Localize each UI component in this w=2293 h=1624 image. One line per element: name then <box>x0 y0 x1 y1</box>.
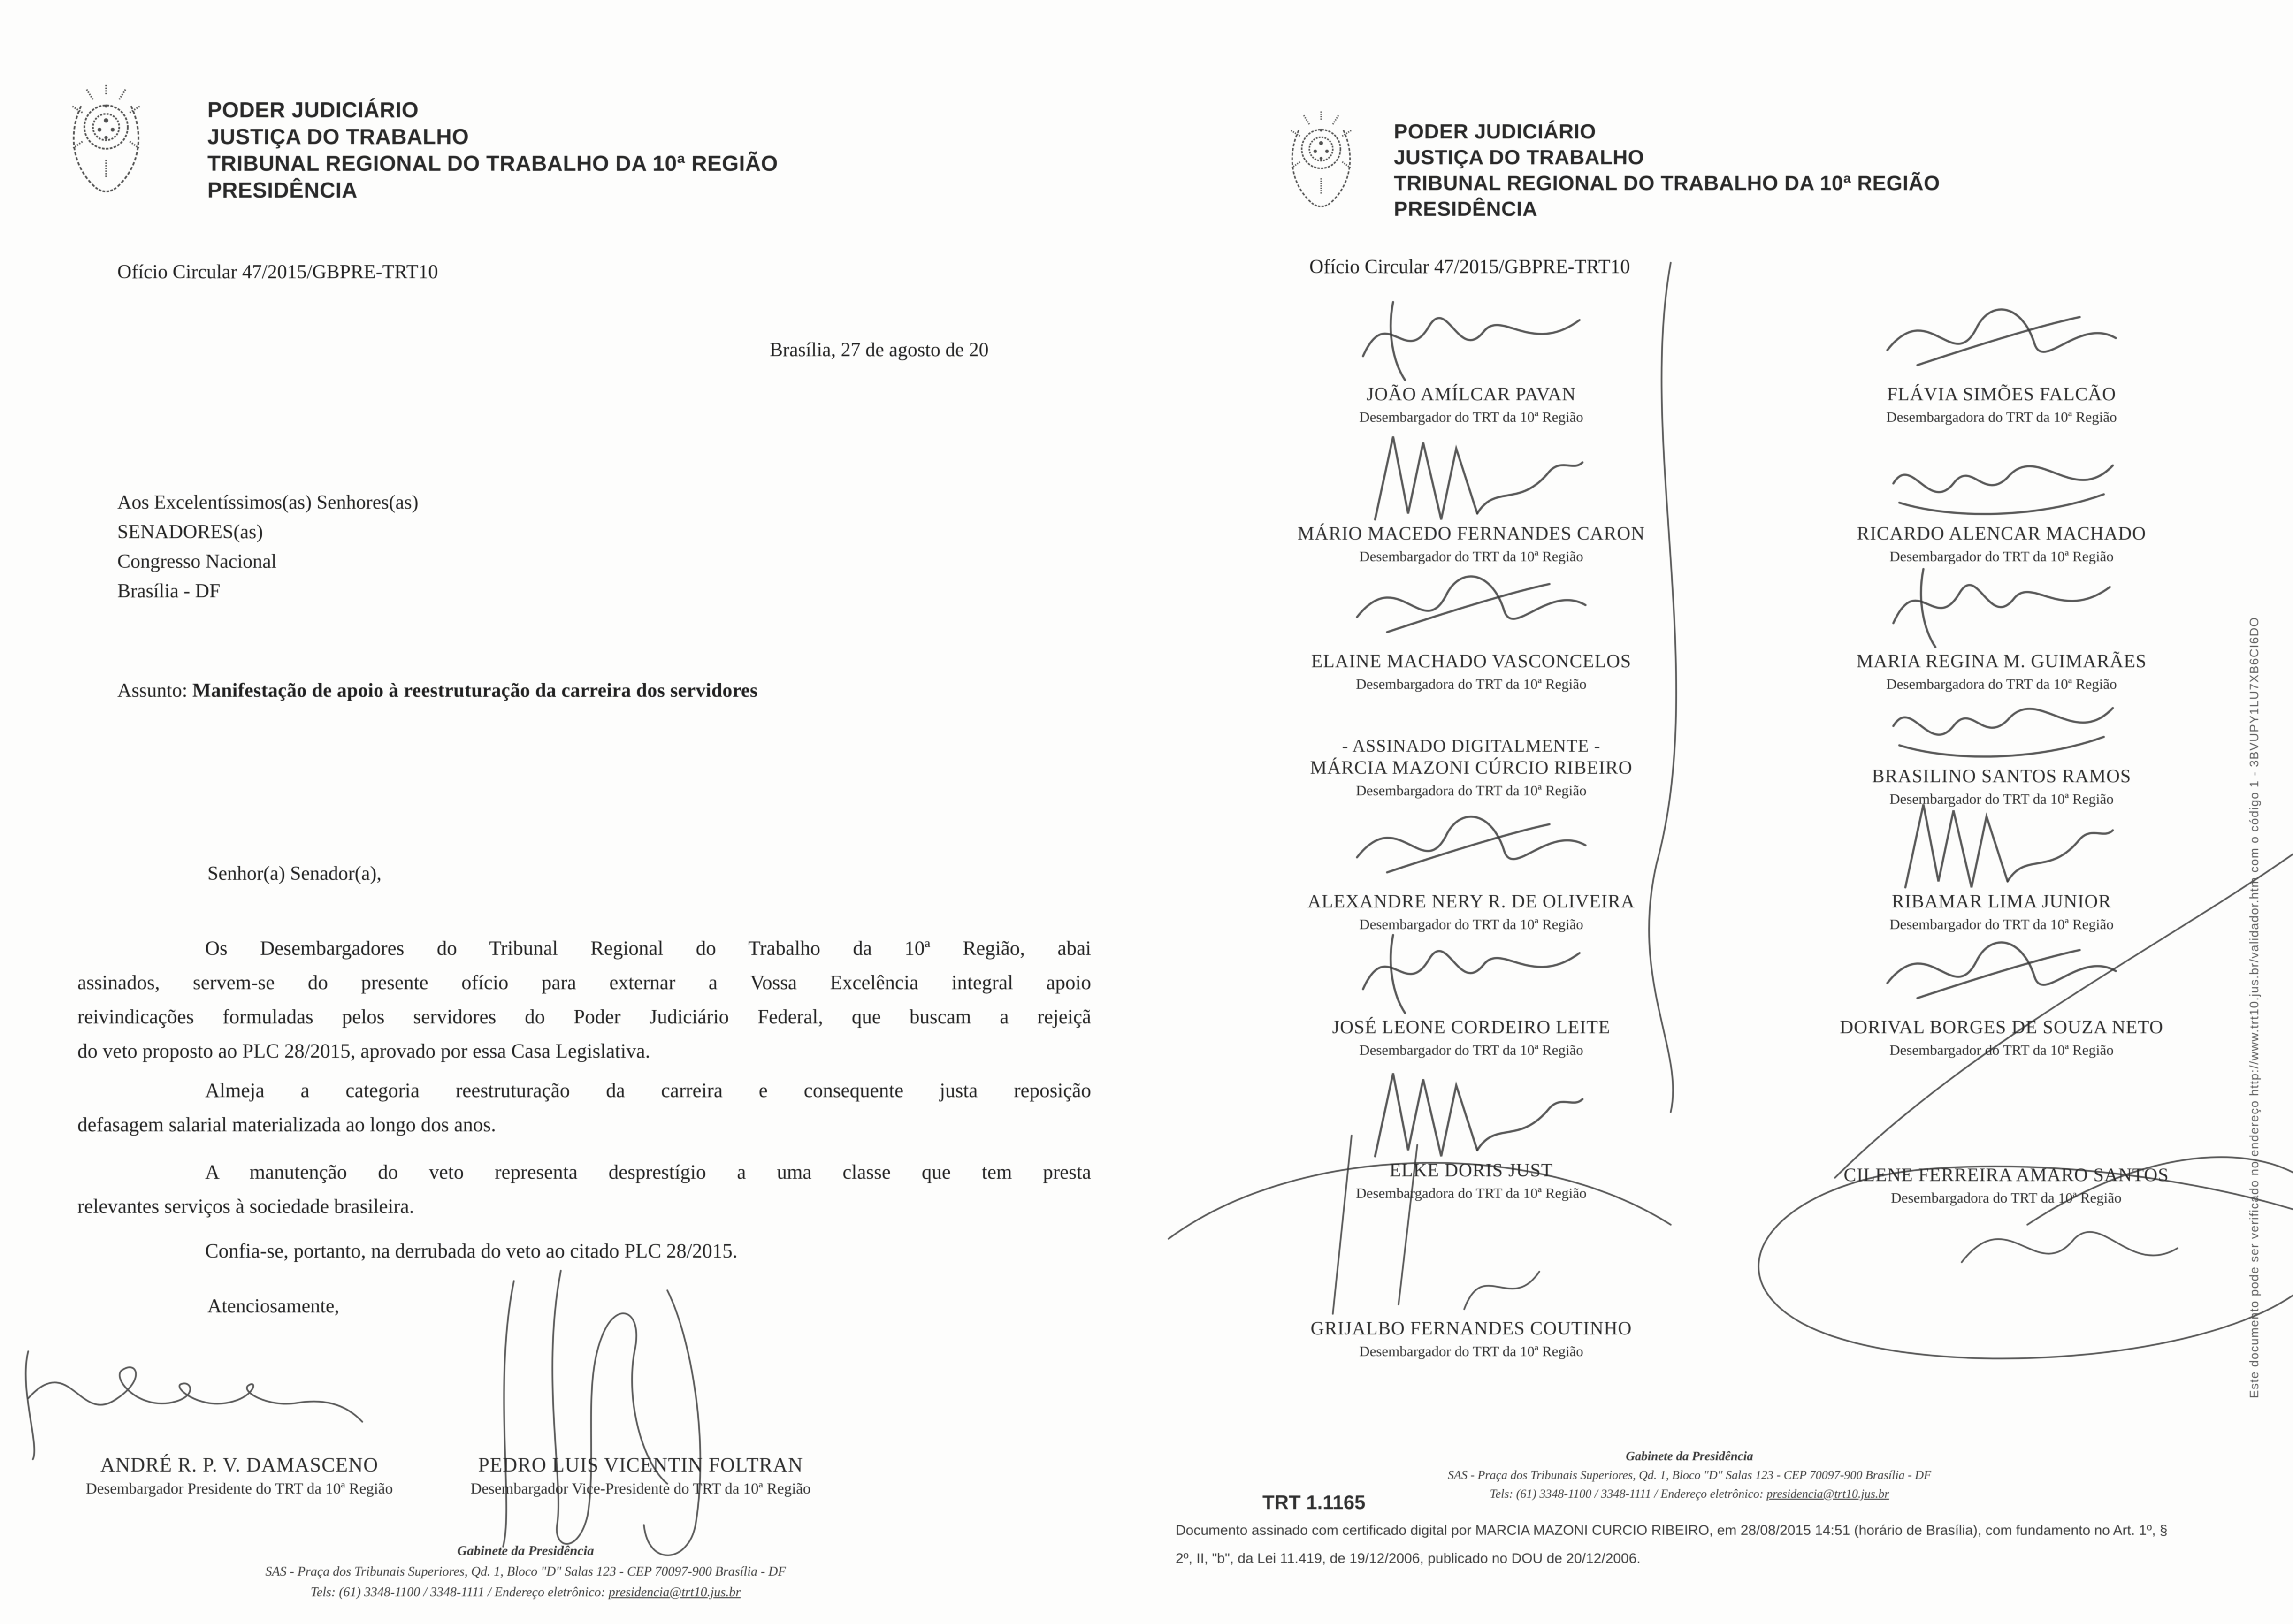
body-line: reivindicações formuladas pelos servidores do Poder Judiciário Federal, que buscam a rejeiçã <box>77 1006 1091 1028</box>
signature-scribble <box>446 1262 784 1572</box>
signer-title: Desembargador Vice-Presidente do TRT da 10ª Região <box>470 1480 811 1497</box>
reference-number: Ofício Circular 47/2015/GBPRE-TRT10 <box>1309 256 1630 278</box>
footer-office: Gabinete da Presidência <box>1626 1449 1753 1463</box>
salutation: Senhor(a) Senador(a), <box>207 863 382 884</box>
signer-title: Desembargadora do TRT da 10ª Região <box>1356 782 1587 799</box>
signer-block <box>1814 1016 2189 1059</box>
org-line: PODER JUDICIÁRIO <box>1394 120 1596 143</box>
footer-email: presidencia@trt10.jus.br <box>1766 1487 1889 1501</box>
footer-address: SAS - Praça dos Tribunais Superiores, Qd. 1, Bloco "D" Salas 123 - CEP 70097-900 Brasília - DF <box>265 1564 786 1579</box>
body-line: do veto proposto ao PLC 28/2015, aprovado por essa Casa Legislativa. <box>77 1040 650 1062</box>
certificate-line: 2º, II, "b", da Lei 11.419, de 19/12/2006, publicado no DOU de 20/12/2006. <box>1176 1551 1641 1566</box>
addressee-line: SENADORES(as) <box>117 521 263 543</box>
signer-block <box>1284 1159 1659 1202</box>
signature-scribble <box>1340 1066 1603 1162</box>
signer-name: FLÁVIA SIMÕES FALCÃO <box>1887 383 2117 404</box>
signer-name: JOSÉ LEONE CORDEIRO LEITE <box>1332 1016 1611 1037</box>
org-name-block <box>1394 106 1940 222</box>
addressee-block <box>117 488 419 606</box>
signer-title: Desembargadora do TRT da 10ª Região <box>1891 1189 2122 1206</box>
signer-title: Desembargador do TRT da 10ª Região <box>1889 791 2114 807</box>
signer-block <box>1284 650 1659 693</box>
signer-name: ANDRÉ R. P. V. DAMASCENO <box>100 1454 379 1476</box>
subject-label: Assunto: <box>117 680 188 701</box>
signature-scribble <box>1680 1060 2293 1389</box>
footer-tels: Tels: (61) 3348-1100 / 3348-1111 / Endereço eletrônico: <box>310 1585 609 1600</box>
signer-name: ELAINE MACHADO VASCONCELOS <box>1311 650 1632 671</box>
signer-title: Desembargadora do TRT da 10ª Região <box>1356 1185 1587 1201</box>
org-line: JUSTIÇA DO TRABALHO <box>207 124 469 149</box>
signer-name: BRASILINO SANTOS RAMOS <box>1872 765 2132 786</box>
addressee-line: Congresso Nacional <box>117 551 277 572</box>
signer-name: CILENE FERREIRA AMARO SANTOS <box>1843 1164 2169 1185</box>
body-line: relevantes serviços à sociedade brasileira. <box>77 1196 414 1218</box>
signer-name: MÁRIO MACEDO FERNANDES CARON <box>1297 523 1645 544</box>
signer-block <box>1814 383 2189 426</box>
paragraph <box>77 1074 1091 1142</box>
signer-title: Desembargadora do TRT da 10ª Região <box>1886 409 2117 425</box>
signature-scribble <box>1870 429 2133 526</box>
org-name-block <box>207 80 778 204</box>
signer-name: DORIVAL BORGES DE SOUZA NETO <box>1840 1016 2163 1037</box>
page-2 <box>1126 0 2293 1624</box>
signer-title: Desembargador do TRT da 10ª Região <box>1889 1042 2114 1058</box>
footer-address: SAS - Praça dos Tribunais Superiores, Qd. 1, Bloco "D" Salas 123 - CEP 70097-900 Brasília - DF <box>1447 1468 1932 1482</box>
body-line: assinados, servem-se do presente ofício para externar a Vossa Excelência integral apoio <box>77 972 1091 994</box>
signature-scribble <box>1870 797 2133 893</box>
signer-title: Desembargador do TRT da 10ª Região <box>1359 409 1583 425</box>
subject-line <box>117 679 758 702</box>
brazil-coat-of-arms-icon <box>66 80 146 198</box>
signer-block <box>1284 736 1659 799</box>
reference-number: Ofício Circular 47/2015/GBPRE-TRT10 <box>117 261 438 283</box>
signer-name: MARIA REGINA M. GUIMARÃES <box>1856 650 2147 671</box>
addressee-line: Aos Excelentíssimos(as) Senhores(as) <box>117 492 419 513</box>
signer-block <box>1814 1164 2199 1206</box>
document-number: TRT 1.1165 <box>1262 1491 1366 1513</box>
page-1 <box>0 0 1093 1624</box>
body-line: A manutenção do veto representa desprestígio a uma classe que tem presta <box>205 1161 1091 1183</box>
body-line: Almeja a categoria reestruturação da carreira e consequente justa reposição <box>205 1080 1091 1102</box>
letterhead <box>1286 106 1940 222</box>
signer-title: Desembargador do TRT da 10ª Região <box>1359 1343 1583 1359</box>
footer-office: Gabinete da Presidência <box>457 1543 594 1558</box>
body-line: Confia-se, portanto, na derrubada do veto ao citado PLC 28/2015. <box>205 1240 738 1262</box>
signer-title: Desembargador do TRT da 10ª Região <box>1359 548 1583 564</box>
signature-scribble <box>1870 923 2133 1019</box>
footer-contacts <box>1314 1485 2065 1503</box>
body-line: Os Desembargadores do Tribunal Regional do Trabalho da 10ª Região, abai <box>205 938 1091 960</box>
subject-text: Manifestação de apoio à reestruturação da carreira dos servidores <box>192 680 758 701</box>
paragraph <box>77 931 1091 1068</box>
signer-name: MÁRCIA MAZONI CÚRCIO RIBEIRO <box>1310 757 1633 778</box>
signature-scribble <box>1870 672 2133 768</box>
signature-scribble <box>1307 557 1636 653</box>
signature-scribble <box>1340 923 1603 1019</box>
signer-name: JOÃO AMÍLCAR PAVAN <box>1366 383 1576 404</box>
signer-block <box>446 1454 835 1498</box>
page-footer <box>0 1540 1051 1603</box>
closing: Atenciosamente, <box>207 1296 340 1317</box>
body-line: defasagem salarial materializada ao longo dos anos. <box>77 1114 496 1136</box>
signature-scribble <box>1340 797 1603 893</box>
footer-contacts <box>0 1582 1051 1603</box>
addressee-line: Brasília - DF <box>117 580 221 602</box>
signer-block <box>1284 1016 1659 1059</box>
letterhead <box>66 80 778 204</box>
signer-title: Desembargador do TRT da 10ª Região <box>1889 916 2114 932</box>
signer-name: GRIJALBO FERNANDES COUTINHO <box>1310 1318 1632 1339</box>
signature-scribble <box>1340 290 1603 386</box>
signer-title: Desembargador Presidente do TRT da 10ª Região <box>85 1480 393 1497</box>
signer-name: RICARDO ALENCAR MACHADO <box>1857 523 2147 544</box>
org-line: TRIBUNAL REGIONAL DO TRABALHO DA 10ª REGIÃO <box>1394 172 1940 195</box>
signature-scribble <box>1870 557 2133 653</box>
signer-block <box>1284 1317 1659 1360</box>
org-line: PRESIDÊNCIA <box>207 178 358 202</box>
signer-block <box>1284 383 1659 426</box>
signer-title: Desembargador do TRT da 10ª Região <box>1359 916 1583 932</box>
org-line: TRIBUNAL REGIONAL DO TRABALHO DA 10ª REGIÃO <box>207 151 778 175</box>
signer-title: Desembargadora do TRT da 10ª Região <box>1886 676 2117 692</box>
date-line: Brasília, 27 de agosto de 20 <box>770 339 989 361</box>
signer-block <box>61 1454 418 1498</box>
signer-name: ELKE DORIS JUST <box>1389 1159 1553 1181</box>
signer-name: RIBAMAR LIMA JUNIOR <box>1892 891 2111 912</box>
signer-title: Desembargadora do TRT da 10ª Região <box>1356 676 1587 692</box>
org-line: PODER JUDICIÁRIO <box>207 98 419 122</box>
verification-side-note: Este documento pode ser verificado no endereço http://www.trt10.jus.br/validador.htm com o código 1 - 3BVUPY1LU7XB6CI6DO <box>2247 617 2261 1398</box>
digital-signature-note: - ASSINADO DIGITALMENTE - <box>1342 736 1601 756</box>
signer-name: PEDRO LUIS VICENTIN FOLTRAN <box>478 1454 803 1476</box>
signature-scribble <box>14 1333 371 1473</box>
org-line: PRESIDÊNCIA <box>1394 198 1538 221</box>
certificate-line: Documento assinado com certificado digital por MARCIA MAZONI CURCIO RIBEIRO, em 28/08/2015 14:51 (horário de Brasília), com fundamento no Art. 1º, § <box>1176 1523 2168 1538</box>
signer-title: Desembargador do TRT da 10ª Região <box>1359 1042 1583 1058</box>
signature-scribble <box>1340 429 1603 526</box>
signature-scribble <box>1870 290 2133 386</box>
org-line: JUSTIÇA DO TRABALHO <box>1394 146 1644 169</box>
digital-certificate-note <box>1176 1517 2168 1573</box>
paragraph <box>77 1155 1091 1224</box>
signer-title: Desembargador do TRT da 10ª Região <box>1889 548 2114 564</box>
brazil-coat-of-arms-icon <box>1286 106 1356 213</box>
page-footer <box>1314 1446 2065 1503</box>
footer-tels: Tels: (61) 3348-1100 / 3348-1111 / Endereço eletrônico: <box>1490 1487 1767 1501</box>
footer-email: presidencia@trt10.jus.br <box>608 1585 741 1600</box>
signer-name: ALEXANDRE NERY R. DE OLIVEIRA <box>1307 891 1635 912</box>
